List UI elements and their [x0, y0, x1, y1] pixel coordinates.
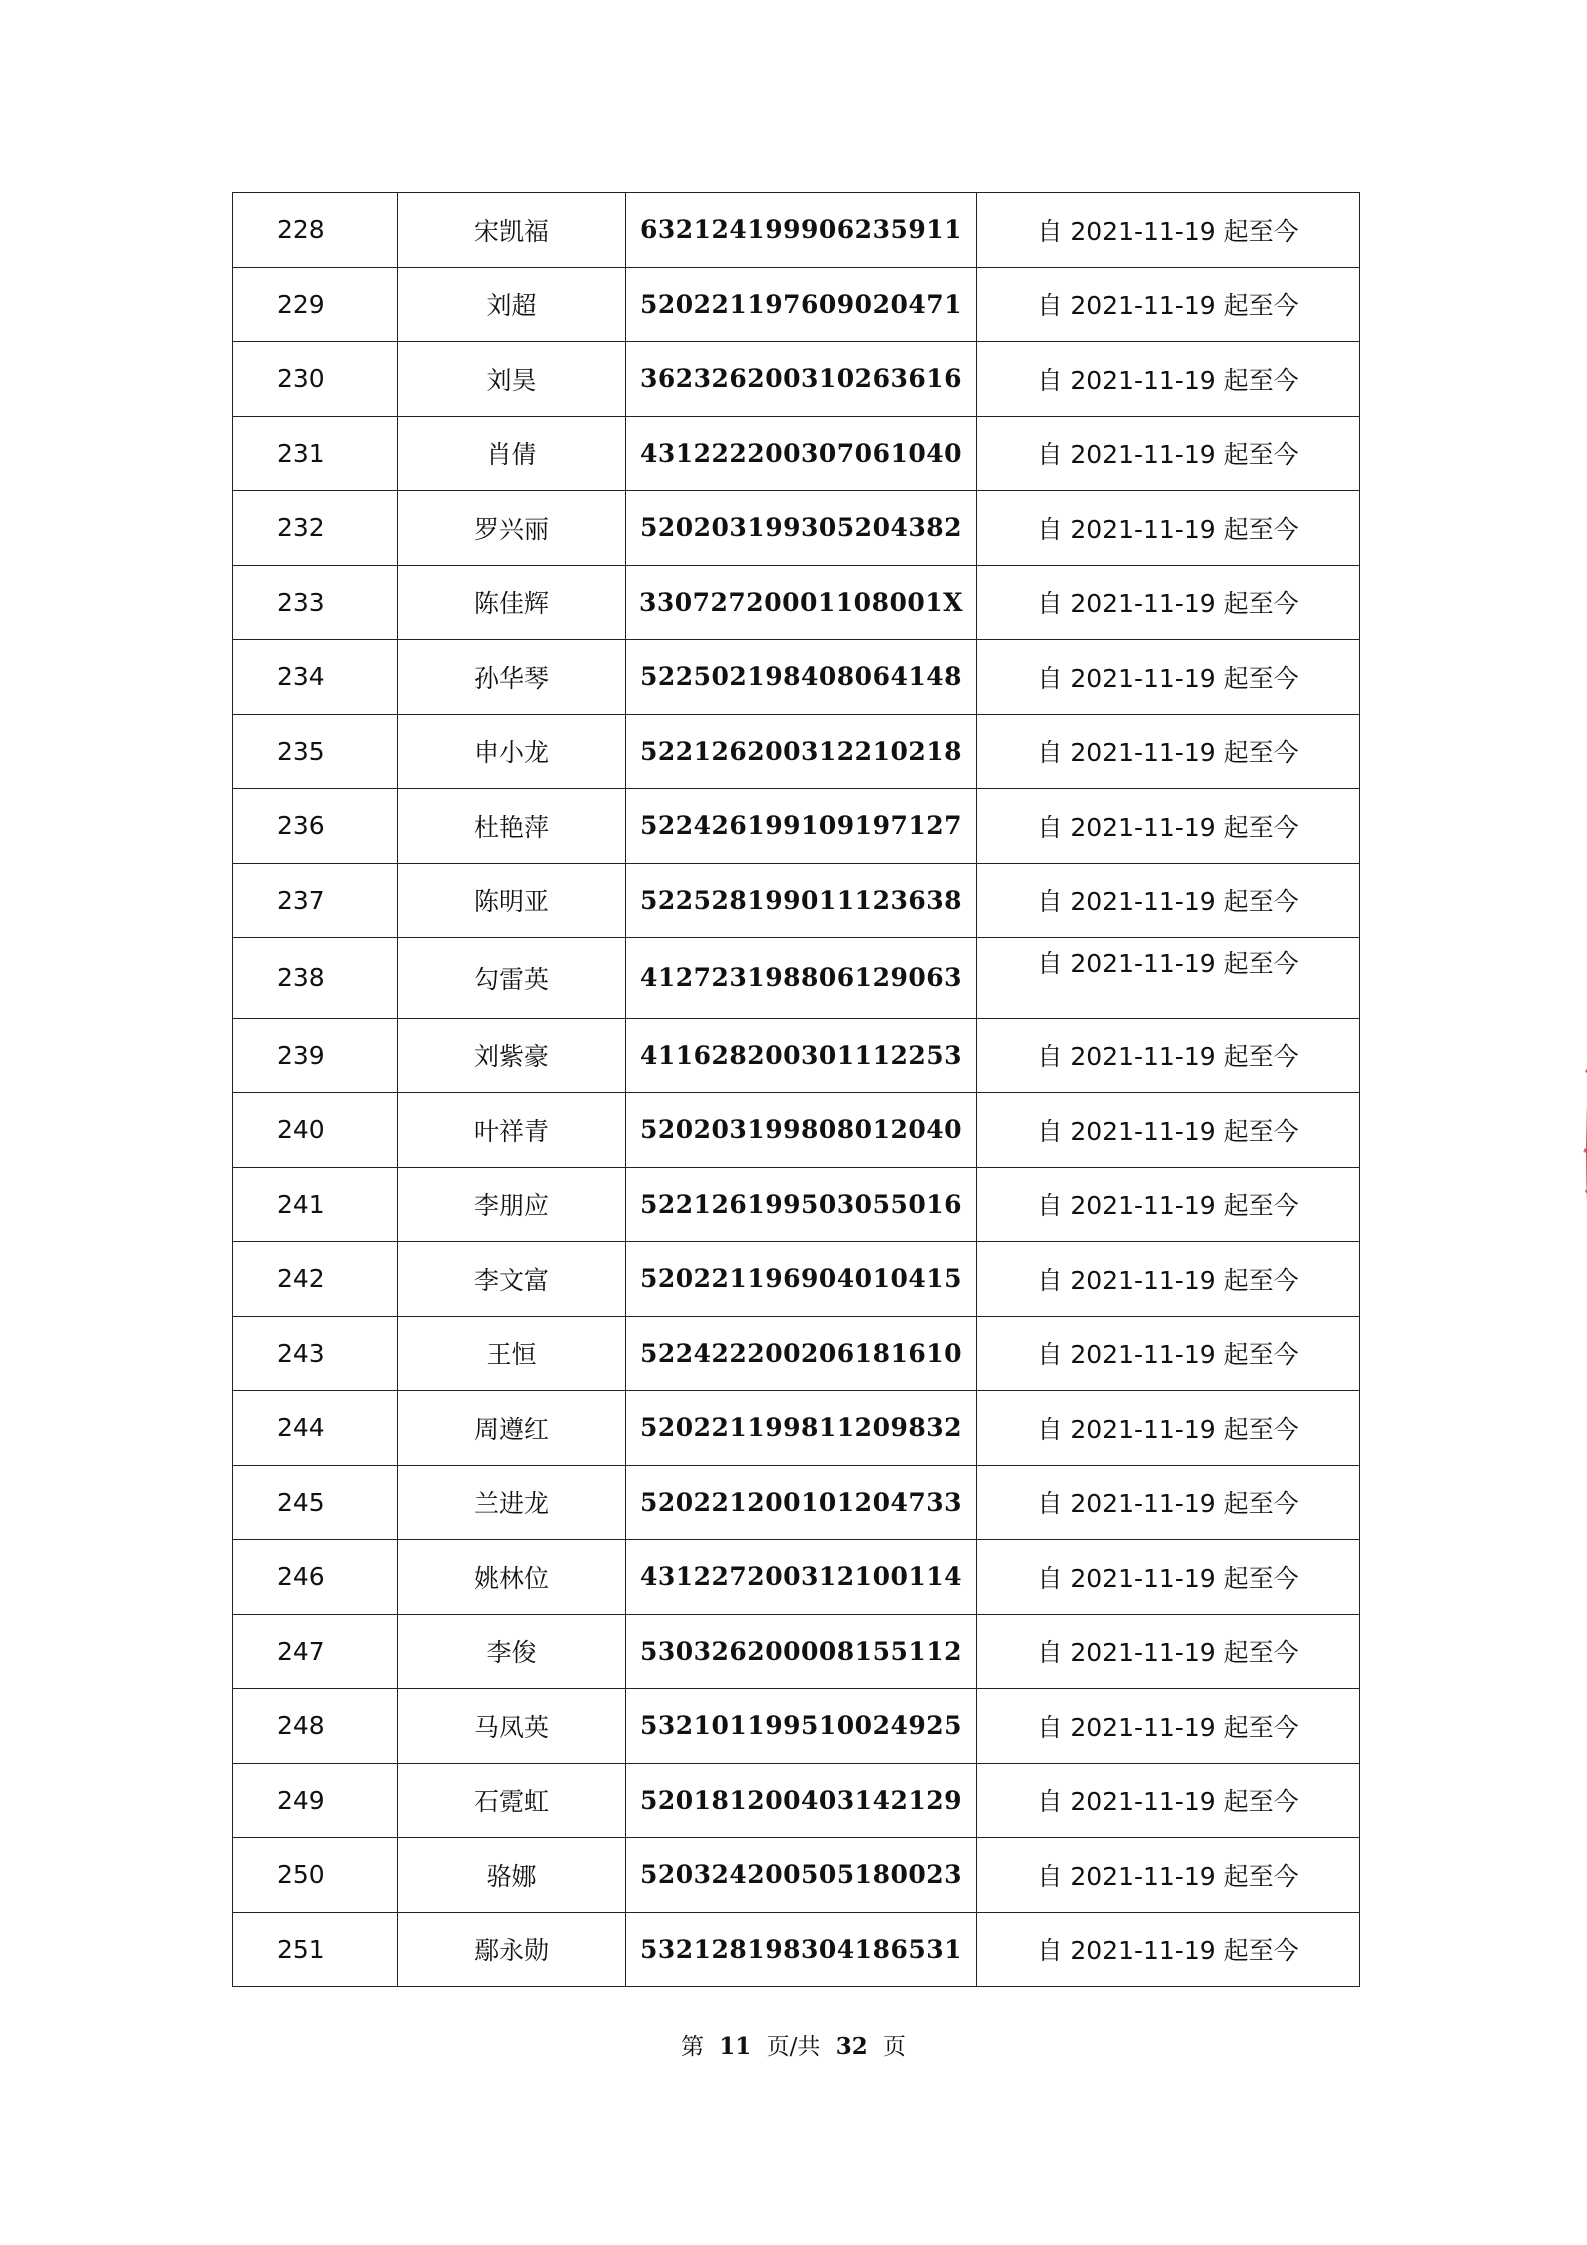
- period-cell: 自 2021-11-19 起至今: [977, 938, 1360, 1019]
- name-cell: 马凤英: [398, 1689, 626, 1764]
- name-cell: 宋凯福: [398, 193, 626, 268]
- name-cell: 姚林位: [398, 1540, 626, 1615]
- row-number-cell: 236: [233, 789, 398, 864]
- table-row: [233, 640, 1360, 715]
- name-cell: 肖倩: [398, 416, 626, 491]
- period-cell: 自 2021-11-19 起至今: [977, 1689, 1360, 1764]
- period-cell: 自 2021-11-19 起至今: [977, 1242, 1360, 1317]
- table-row: [233, 193, 1360, 268]
- row-number-cell: 235: [233, 714, 398, 789]
- row-number-cell: 243: [233, 1316, 398, 1391]
- id-number-cell: 532128198304186531: [626, 1912, 977, 1987]
- name-cell: 鄢永勋: [398, 1912, 626, 1987]
- id-number-cell: 520221197609020471: [626, 267, 977, 342]
- id-number-cell: 522502198408064148: [626, 640, 977, 715]
- id-number-cell: 520324200505180023: [626, 1838, 977, 1913]
- row-number-cell: 234: [233, 640, 398, 715]
- id-number-cell: 522422200206181610: [626, 1316, 977, 1391]
- footer-suffix: 页: [883, 2034, 907, 2060]
- id-number-cell: 33072720001108001X: [626, 565, 977, 640]
- name-cell: 罗兴丽: [398, 491, 626, 566]
- id-number-cell: 431227200312100114: [626, 1540, 977, 1615]
- id-number-cell: 632124199906235911: [626, 193, 977, 268]
- period-cell: 自 2021-11-19 起至今: [977, 1540, 1360, 1615]
- footer-prefix: 第: [680, 2034, 704, 2060]
- period-cell: 自 2021-11-19 起至今: [977, 1316, 1360, 1391]
- name-cell: 周遵红: [398, 1391, 626, 1466]
- table-row: [233, 1689, 1360, 1764]
- table-row: [233, 491, 1360, 566]
- period-cell: 自 2021-11-19 起至今: [977, 1018, 1360, 1093]
- row-number-cell: 228: [233, 193, 398, 268]
- row-number-cell: 232: [233, 491, 398, 566]
- id-number-cell: 520221199811209832: [626, 1391, 977, 1466]
- name-cell: 孙华琴: [398, 640, 626, 715]
- id-number-cell: 520181200403142129: [626, 1763, 977, 1838]
- page-footer: [0, 2028, 1587, 2061]
- roster-table-body: [233, 193, 1360, 1987]
- name-cell: 兰进龙: [398, 1465, 626, 1540]
- period-cell: 自 2021-11-19 起至今: [977, 1093, 1360, 1168]
- row-number-cell: 245: [233, 1465, 398, 1540]
- table-row: [233, 1391, 1360, 1466]
- id-number-cell: 411628200301112253: [626, 1018, 977, 1093]
- total-pages-number: 32: [835, 2033, 868, 2060]
- name-cell: 刘昊: [398, 342, 626, 417]
- name-cell: 李朋应: [398, 1167, 626, 1242]
- period-cell: 自 2021-11-19 起至今: [977, 1838, 1360, 1913]
- row-number-cell: 231: [233, 416, 398, 491]
- row-number-cell: 241: [233, 1167, 398, 1242]
- table-row: [233, 1316, 1360, 1391]
- row-number-cell: 248: [233, 1689, 398, 1764]
- table-row: [233, 342, 1360, 417]
- row-number-cell: 238: [233, 938, 398, 1019]
- row-number-cell: 251: [233, 1912, 398, 1987]
- name-cell: 勾雷英: [398, 938, 626, 1019]
- period-cell: 自 2021-11-19 起至今: [977, 1763, 1360, 1838]
- period-cell: 自 2021-11-19 起至今: [977, 342, 1360, 417]
- table-row: [233, 1242, 1360, 1317]
- id-number-cell: 520203199305204382: [626, 491, 977, 566]
- roster-table: [232, 192, 1360, 1987]
- name-cell: 申小龙: [398, 714, 626, 789]
- footer-middle: 页/共: [766, 2034, 821, 2060]
- row-number-cell: 233: [233, 565, 398, 640]
- row-number-cell: 246: [233, 1540, 398, 1615]
- table-row: [233, 714, 1360, 789]
- period-cell: 自 2021-11-19 起至今: [977, 863, 1360, 938]
- id-number-cell: 520221196904010415: [626, 1242, 977, 1317]
- row-number-cell: 250: [233, 1838, 398, 1913]
- name-cell: 刘紫豪: [398, 1018, 626, 1093]
- name-cell: 李俊: [398, 1614, 626, 1689]
- table-row: [233, 1018, 1360, 1093]
- id-number-cell: 412723198806129063: [626, 938, 977, 1019]
- period-cell: 自 2021-11-19 起至今: [977, 1614, 1360, 1689]
- id-number-cell: 522126199503055016: [626, 1167, 977, 1242]
- period-cell: 自 2021-11-19 起至今: [977, 1912, 1360, 1987]
- period-cell: 自 2021-11-19 起至今: [977, 1465, 1360, 1540]
- row-number-cell: 237: [233, 863, 398, 938]
- table-row: [233, 1093, 1360, 1168]
- row-number-cell: 239: [233, 1018, 398, 1093]
- period-cell: 自 2021-11-19 起至今: [977, 416, 1360, 491]
- row-number-cell: 247: [233, 1614, 398, 1689]
- id-number-cell: 530326200008155112: [626, 1614, 977, 1689]
- name-cell: 陈佳辉: [398, 565, 626, 640]
- name-cell: 王恒: [398, 1316, 626, 1391]
- seal-stamp-icon: [1568, 1000, 1587, 1330]
- id-number-cell: 362326200310263616: [626, 342, 977, 417]
- name-cell: 石霓虹: [398, 1763, 626, 1838]
- table-row: [233, 938, 1360, 1019]
- row-number-cell: 240: [233, 1093, 398, 1168]
- name-cell: 叶祥青: [398, 1093, 626, 1168]
- name-cell: 杜艳萍: [398, 789, 626, 864]
- id-number-cell: 522528199011123638: [626, 863, 977, 938]
- name-cell: 陈明亚: [398, 863, 626, 938]
- table-row: [233, 863, 1360, 938]
- table-row: [233, 1465, 1360, 1540]
- table-row: [233, 789, 1360, 864]
- period-cell: 自 2021-11-19 起至今: [977, 1167, 1360, 1242]
- table-row: [233, 1838, 1360, 1913]
- row-number-cell: 244: [233, 1391, 398, 1466]
- id-number-cell: 522426199109197127: [626, 789, 977, 864]
- table-row: [233, 1167, 1360, 1242]
- id-number-cell: 522126200312210218: [626, 714, 977, 789]
- name-cell: 刘超: [398, 267, 626, 342]
- table-row: [233, 1614, 1360, 1689]
- table-row: [233, 565, 1360, 640]
- period-cell: 自 2021-11-19 起至今: [977, 193, 1360, 268]
- row-number-cell: 242: [233, 1242, 398, 1317]
- row-number-cell: 249: [233, 1763, 398, 1838]
- current-page-number: 11: [719, 2033, 752, 2060]
- table-row: [233, 1540, 1360, 1615]
- period-cell: 自 2021-11-19 起至今: [977, 714, 1360, 789]
- row-number-cell: 230: [233, 342, 398, 417]
- period-cell: 自 2021-11-19 起至今: [977, 1391, 1360, 1466]
- name-cell: 骆娜: [398, 1838, 626, 1913]
- id-number-cell: 431222200307061040: [626, 416, 977, 491]
- period-cell: 自 2021-11-19 起至今: [977, 267, 1360, 342]
- table-row: [233, 416, 1360, 491]
- period-cell: 自 2021-11-19 起至今: [977, 565, 1360, 640]
- period-cell: 自 2021-11-19 起至今: [977, 789, 1360, 864]
- id-number-cell: 532101199510024925: [626, 1689, 977, 1764]
- row-number-cell: 229: [233, 267, 398, 342]
- table-row: [233, 267, 1360, 342]
- id-number-cell: 520203199808012040: [626, 1093, 977, 1168]
- table-row: [233, 1763, 1360, 1838]
- period-cell: 自 2021-11-19 起至今: [977, 491, 1360, 566]
- name-cell: 李文富: [398, 1242, 626, 1317]
- table-row: [233, 1912, 1360, 1987]
- period-cell: 自 2021-11-19 起至今: [977, 640, 1360, 715]
- id-number-cell: 520221200101204733: [626, 1465, 977, 1540]
